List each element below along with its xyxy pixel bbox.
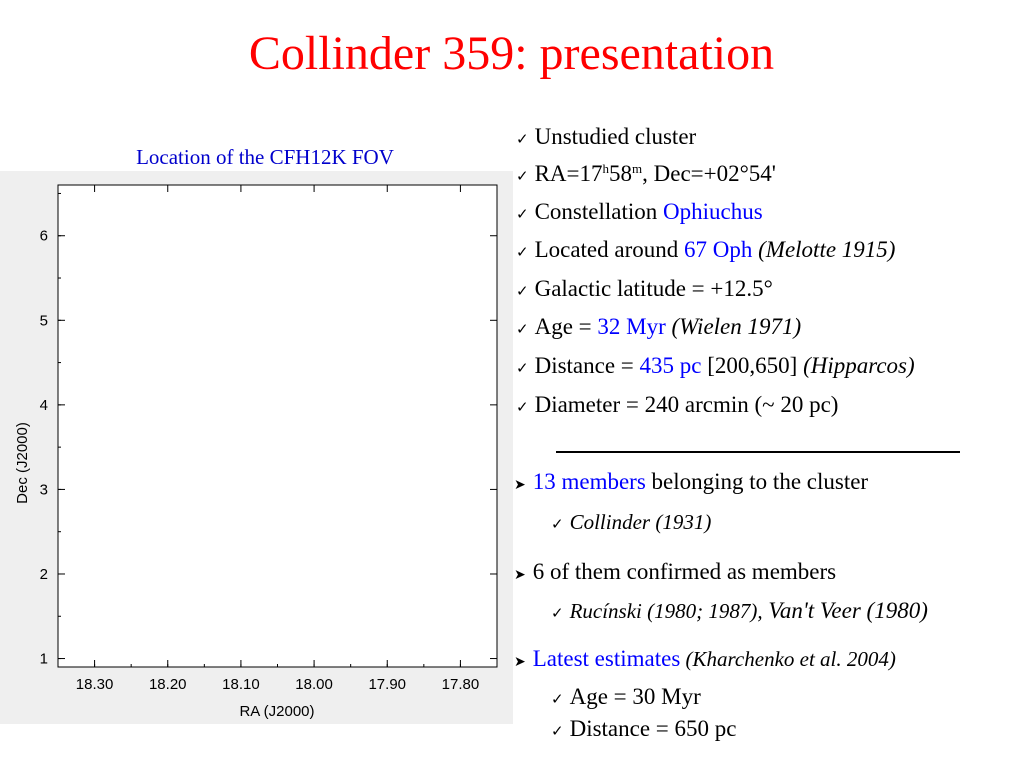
- fact-text: (Wielen 1971): [671, 314, 802, 339]
- members-count: 13 members: [532, 469, 646, 494]
- fact-text: (Melotte 1915): [758, 237, 896, 262]
- fact-item: [516, 162, 776, 185]
- fact-item: [516, 238, 895, 261]
- fact-item: [516, 200, 763, 223]
- confirmed-count: 6: [532, 559, 545, 584]
- confirmed-ref-1: Rucínski (1980; 1987),: [569, 599, 763, 623]
- y-tick-label: 6: [39, 227, 48, 245]
- fact-item: [516, 277, 773, 300]
- plot-frame: [58, 185, 497, 667]
- members-text: belonging to the cluster: [645, 469, 869, 494]
- y-tick-label: 4: [39, 396, 48, 414]
- confirmed-ref-line: [551, 599, 928, 622]
- fact-text: 32 Myr: [597, 314, 666, 339]
- arrowhead-bullet-icon: ➤: [514, 654, 526, 670]
- members-ref-line: [551, 512, 711, 533]
- x-tick-label: 17.90: [368, 676, 407, 693]
- fact-text: 435 pc: [639, 353, 702, 378]
- checkmark-icon: ✓: [516, 359, 529, 377]
- x-tick-label: 18.30: [75, 676, 114, 693]
- checkmark-icon: ✓: [516, 130, 529, 148]
- fact-text: m: [632, 161, 643, 176]
- latest-distance-line: [551, 717, 736, 740]
- ra-dec-chart: [0, 171, 513, 724]
- checkmark-icon: ✓: [551, 604, 564, 622]
- y-axis-label: Dec (J2000): [14, 422, 31, 504]
- fact-text: Distance =: [534, 353, 640, 378]
- latest-distance: Distance = 650 pc: [569, 716, 737, 741]
- fact-item: [516, 125, 696, 148]
- fact-text: 67 Oph: [684, 237, 753, 262]
- fact-text: Diameter = 240 arcmin (~ 20 pc): [534, 392, 839, 417]
- x-tick-label: 18.10: [222, 676, 260, 693]
- checkmark-icon: ✓: [516, 167, 529, 185]
- fact-text: [200,650]: [701, 353, 804, 378]
- fact-text: Galactic latitude = +12.5°: [534, 276, 773, 301]
- fact-text: , Dec=+02°54': [642, 161, 776, 186]
- y-tick-label: 5: [39, 312, 48, 330]
- checkmark-icon: ✓: [516, 282, 529, 300]
- fact-text: Located around: [534, 237, 685, 262]
- x-tick-label: 18.20: [148, 676, 187, 693]
- y-tick-label: 3: [39, 481, 48, 499]
- checkmark-icon: ✓: [516, 320, 529, 338]
- latest-age-line: [551, 685, 701, 708]
- fact-text: Unstudied cluster: [534, 124, 697, 149]
- checkmark-icon: ✓: [516, 205, 529, 223]
- y-tick-label: 1: [39, 650, 48, 668]
- checkmark-icon: ✓: [551, 722, 564, 740]
- fact-item: [516, 315, 801, 338]
- checkmark-icon: ✓: [551, 515, 564, 533]
- fact-text: 58: [609, 161, 632, 186]
- confirmed-text: of them confirmed as members: [544, 559, 837, 584]
- x-axis-label: RA (J2000): [239, 703, 315, 720]
- slide-title: Collinder 359: presentation: [248, 27, 775, 80]
- chart-caption: Location of the CFH12K FOV: [136, 145, 394, 169]
- fact-text: RA=17: [534, 161, 603, 186]
- y-tick-label: 2: [39, 565, 48, 583]
- checkmark-icon: ✓: [516, 398, 529, 416]
- arrowhead-bullet-icon: ➤: [514, 477, 526, 493]
- members-ref: Collinder (1931): [569, 510, 712, 534]
- members-line: [514, 470, 868, 493]
- arrowhead-bullet-icon: ➤: [514, 567, 526, 583]
- fact-item: [516, 393, 838, 416]
- latest-ref: (Kharchenko et al. 2004): [680, 647, 896, 671]
- fact-text: Ophiuchus: [663, 199, 763, 224]
- latest-age: Age = 30 Myr: [569, 684, 701, 709]
- checkmark-icon: ✓: [551, 690, 564, 708]
- confirmed-line: [514, 560, 836, 583]
- fact-text: Constellation: [534, 199, 663, 224]
- latest-label: Latest estimates: [532, 646, 681, 671]
- chart-svg: [0, 171, 513, 724]
- fact-text: h: [602, 161, 609, 176]
- latest-line: [514, 647, 896, 670]
- confirmed-ref-2: Van't Veer (1980): [762, 598, 928, 623]
- divider-line: [556, 451, 960, 453]
- fact-item: [516, 354, 915, 377]
- checkmark-icon: ✓: [516, 243, 529, 261]
- fact-text: (Hipparcos): [803, 353, 915, 378]
- fact-text: Age =: [534, 314, 598, 339]
- x-tick-label: 17.80: [441, 676, 480, 693]
- x-tick-label: 18.00: [295, 676, 333, 693]
